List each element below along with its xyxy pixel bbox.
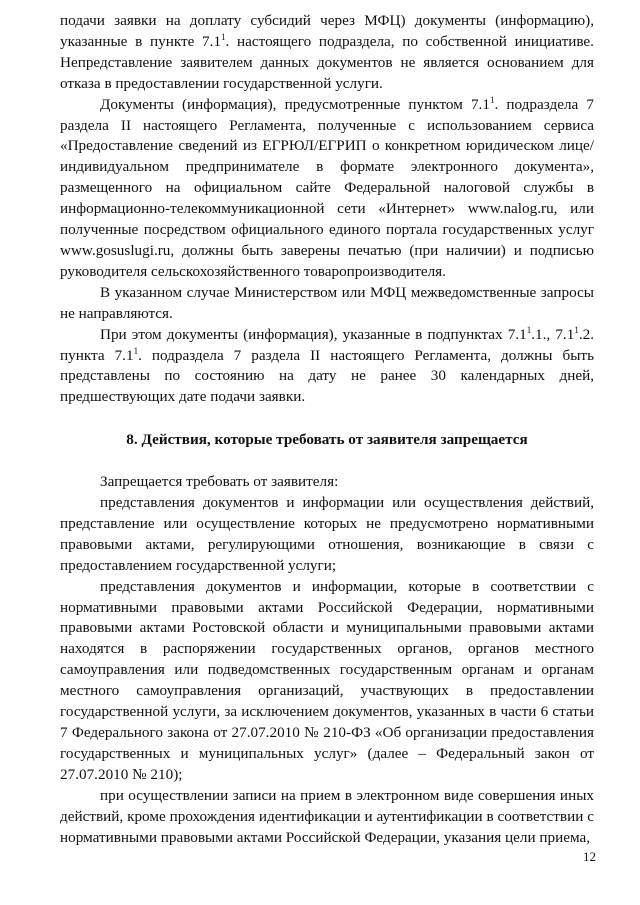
section-heading: 8. Действия, которые требовать от заявителя запрещается [126,431,528,449]
paragraph-2: Документы (информация), предусмотренные пунктом $7.1^1$. подраздела 7 раздела II настоящего Регламента, полученные с использованием сервиса «Предоставление сведений из ЕГРЮЛ/ЕГРИП о конкретном юридическом лице/индивидуальном предпринимателе в формате электронного документа», размещенного на официальном сайте Федеральной налоговой службы в информационно-телекоммуникационной сети «Интернет» www.nalog.ru, или полученные посредством официального единого портала государственных услуг www.gosuslugi.ru, должны быть заверены печатью (при наличии) и подписью руководителя сельскохозяйственного товаропроизводителя. [60,94,595,280]
paragraph-3: В указанном случае Министерством или МФЦ межведомственные запросы не направляются. [60,283,594,322]
paragraph-7: представления документов и информации, которые в соответствии с нормативными правовыми актами Российской Федерации, нормативными правовыми актами Ростовской области и муниципальными правовыми актами находятся в распоряжении государственных органов, органов местного самоуправления или подведомственных государственным органам и органам местного самоуправления организаций, участвующих в предоставлении государственной услуги, за исключением документов, указанных в части 6 статьи 7 Федерального закона от 27.07.2010 № 210-ФЗ «Об организации предоставления государственных и муниципальных услуг» (далее – Федеральный закон от 27.07.2010 № 210); [60,577,594,783]
paragraph-8: при осуществлении записи на прием в электронном виде совершения иных действий, кроме прохождения идентификации и аутентификации в соответствии с нормативными правовыми актами Российской Федерации, указания цели приема, [60,786,594,846]
paragraph-4: При этом документы (информация), указанные в подпунктах $7.1^1.1$., $7.1^1.2$. пункта $7.1^1$. подраздела 7 раздела II настоящего Регламента, должны быть представлены по состоянию на дату не ранее 30 календарных дней, предшествующих дате подачи заявки. [60,324,594,406]
paragraph-6: представления документов и информации или осуществления действий, представление или осуществление которых не предусмотрено нормативными правовыми актами, регулирующими отношения, возникающие в связи с предоставлением государственной услуги; [60,494,594,574]
page-number: 12 [583,849,596,864]
paragraph-1: подачи заявки на доплату субсидий через МФЦ) документы (информацию), указанные в пункте $7.1^1$. настоящего подраздела, по собственной инициативе. Непредставление заявителем данных документов не является основанием для отказа в предоставлении государственной услуги. [60,12,594,92]
paragraph-5: Запрещается требовать от заявителя: [100,473,339,491]
document-page [60,11,594,848]
